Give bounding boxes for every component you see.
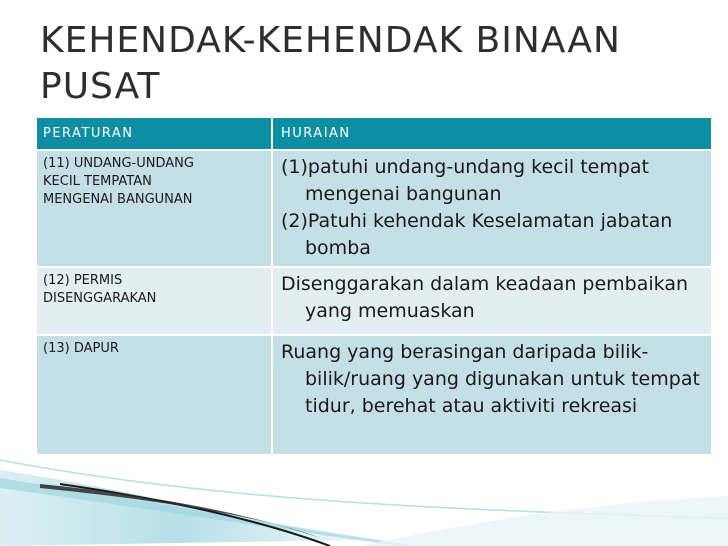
rule-line: DISENGGARAKAN bbox=[43, 291, 157, 306]
rule-cell bbox=[37, 268, 271, 334]
slide-title-line-1: KEHENDAK-KEHENDAK BINAAN bbox=[40, 20, 621, 61]
rule-line: MENGENAI BANGUNAN bbox=[43, 192, 193, 207]
description-cell bbox=[271, 336, 711, 454]
regulations-table-container bbox=[37, 116, 711, 456]
slide-title bbox=[40, 18, 700, 110]
table-row bbox=[37, 151, 711, 266]
rule-line: KECIL TEMPATAN bbox=[43, 174, 152, 189]
table-row bbox=[37, 268, 711, 334]
description-item: Ruang yang berasingan daripada bilik-bilik/ruang yang digunakan untuk tempat tidur, berehat atau aktiviti rekreasi bbox=[281, 341, 700, 417]
rule-cell bbox=[37, 151, 271, 266]
description-item: Disenggarakan dalam keadaan pembaikan yang memuaskan bbox=[281, 273, 689, 322]
table-row bbox=[37, 336, 711, 454]
wave-fill-right bbox=[360, 496, 728, 546]
description-cell bbox=[271, 268, 711, 334]
rule-line: (13) DAPUR bbox=[43, 341, 119, 356]
rule-cell bbox=[37, 336, 271, 454]
description-item: (1)patuhi undang-undang kecil tempat mengenai bangunan bbox=[281, 156, 650, 205]
rule-line: (12) PERMIS bbox=[43, 273, 123, 288]
description-cell bbox=[271, 151, 711, 266]
decorative-wave-graphic bbox=[0, 448, 728, 546]
slide-title-line-2: PUSAT bbox=[40, 66, 161, 107]
table-header-row bbox=[37, 118, 711, 149]
regulations-table bbox=[37, 116, 711, 456]
rule-line: (11) UNDANG-UNDANG bbox=[43, 156, 194, 171]
header-huraian: HURAIAN bbox=[271, 118, 711, 149]
header-peraturan: PERATURAN bbox=[37, 118, 271, 149]
description-item: (2)Patuhi kehendak Keselamatan jabatan bomba bbox=[281, 210, 673, 259]
